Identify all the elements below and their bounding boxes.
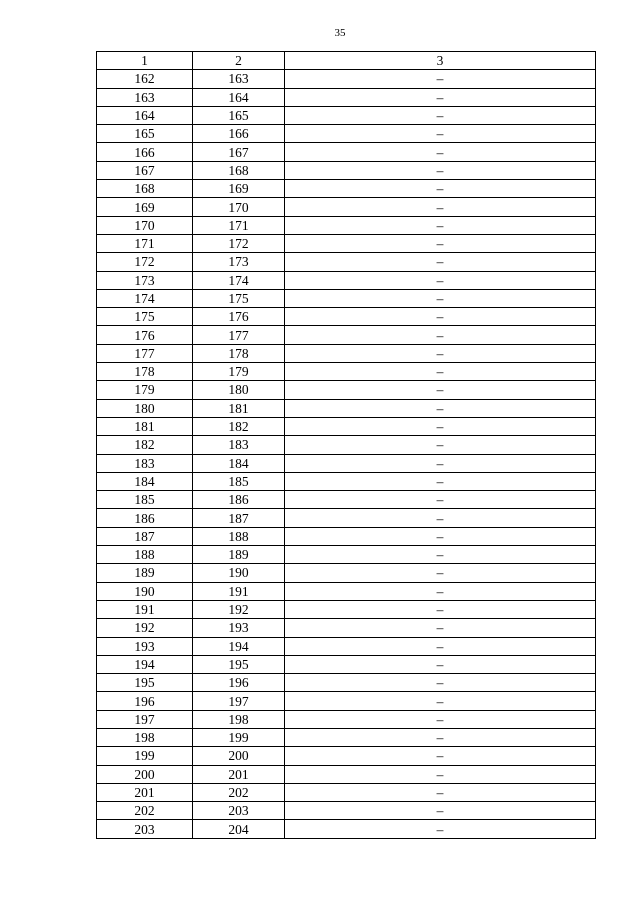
table-cell-col-3: – xyxy=(285,198,596,216)
table-cell-col-1: 198 xyxy=(97,728,193,746)
table-cell-col-2: 184 xyxy=(193,454,285,472)
table-cell-col-3: – xyxy=(285,344,596,362)
table-cell-col-1: 203 xyxy=(97,820,193,838)
table-row xyxy=(97,600,596,618)
table-cell-col-2: 178 xyxy=(193,344,285,362)
table-cell-col-1: 199 xyxy=(97,747,193,765)
table-cell-col-2: 200 xyxy=(193,747,285,765)
table-row xyxy=(97,619,596,637)
table-row xyxy=(97,271,596,289)
table-cell-col-1: 180 xyxy=(97,399,193,417)
table-cell-col-2: 191 xyxy=(193,582,285,600)
table-row xyxy=(97,491,596,509)
table-cell-col-1: 200 xyxy=(97,765,193,783)
table-cell-col-3: – xyxy=(285,472,596,490)
table-cell-col-1: 175 xyxy=(97,308,193,326)
table-row xyxy=(97,747,596,765)
table-row xyxy=(97,308,596,326)
table-row xyxy=(97,344,596,362)
table-row xyxy=(97,728,596,746)
table-body xyxy=(97,70,596,838)
table-cell-col-1: 176 xyxy=(97,326,193,344)
table-cell-col-2: 169 xyxy=(193,180,285,198)
table-cell-col-3: – xyxy=(285,106,596,124)
table-cell-col-3: – xyxy=(285,747,596,765)
table-row xyxy=(97,180,596,198)
table-cell-col-2: 164 xyxy=(193,88,285,106)
table-cell-col-3: – xyxy=(285,253,596,271)
table-cell-col-3: – xyxy=(285,143,596,161)
table-cell-col-2: 187 xyxy=(193,509,285,527)
table-cell-col-1: 189 xyxy=(97,564,193,582)
table-cell-col-1: 192 xyxy=(97,619,193,637)
table-cell-col-1: 185 xyxy=(97,491,193,509)
table-row xyxy=(97,509,596,527)
table-cell-col-3: – xyxy=(285,674,596,692)
table-cell-col-2: 192 xyxy=(193,600,285,618)
table-cell-col-3: – xyxy=(285,436,596,454)
table-cell-col-1: 172 xyxy=(97,253,193,271)
table-cell-col-1: 169 xyxy=(97,198,193,216)
table-row xyxy=(97,363,596,381)
table-cell-col-2: 182 xyxy=(193,417,285,435)
table-cell-col-1: 171 xyxy=(97,234,193,252)
table-cell-col-1: 201 xyxy=(97,783,193,801)
table-cell-col-1: 191 xyxy=(97,600,193,618)
table-cell-col-3: – xyxy=(285,509,596,527)
table-row xyxy=(97,417,596,435)
table-cell-col-1: 170 xyxy=(97,216,193,234)
table-cell-col-3: – xyxy=(285,399,596,417)
table-row xyxy=(97,527,596,545)
table-cell-col-1: 193 xyxy=(97,637,193,655)
table-row xyxy=(97,765,596,783)
table-cell-col-1: 173 xyxy=(97,271,193,289)
table-cell-col-3: – xyxy=(285,710,596,728)
table-cell-col-1: 190 xyxy=(97,582,193,600)
table-cell-col-2: 181 xyxy=(193,399,285,417)
table-cell-col-3: – xyxy=(285,234,596,252)
table-row xyxy=(97,436,596,454)
table-cell-col-3: – xyxy=(285,527,596,545)
table-row xyxy=(97,637,596,655)
table-cell-col-2: 183 xyxy=(193,436,285,454)
table-row xyxy=(97,692,596,710)
table-cell-col-1: 174 xyxy=(97,289,193,307)
table-cell-col-2: 173 xyxy=(193,253,285,271)
table-cell-col-2: 180 xyxy=(193,381,285,399)
table-cell-col-3: – xyxy=(285,820,596,838)
table-cell-col-3: – xyxy=(285,381,596,399)
table-cell-col-2: 163 xyxy=(193,70,285,88)
table-row xyxy=(97,802,596,820)
table-cell-col-1: 168 xyxy=(97,180,193,198)
table-cell-col-1: 183 xyxy=(97,454,193,472)
table-cell-col-2: 179 xyxy=(193,363,285,381)
table-cell-col-1: 181 xyxy=(97,417,193,435)
header-cell-2: 2 xyxy=(193,52,285,70)
table-row xyxy=(97,234,596,252)
table-row xyxy=(97,125,596,143)
table-cell-col-1: 187 xyxy=(97,527,193,545)
table-cell-col-2: 171 xyxy=(193,216,285,234)
table-cell-col-1: 166 xyxy=(97,143,193,161)
table-row xyxy=(97,381,596,399)
table-row xyxy=(97,216,596,234)
table-row xyxy=(97,472,596,490)
table-row xyxy=(97,88,596,106)
table-cell-col-3: – xyxy=(285,637,596,655)
data-table xyxy=(96,51,596,839)
table-cell-col-1: 163 xyxy=(97,88,193,106)
table-row xyxy=(97,655,596,673)
table-cell-col-2: 186 xyxy=(193,491,285,509)
table-header xyxy=(97,52,596,70)
table-row xyxy=(97,70,596,88)
table-cell-col-2: 202 xyxy=(193,783,285,801)
table-cell-col-1: 164 xyxy=(97,106,193,124)
table-row xyxy=(97,582,596,600)
table-cell-col-3: – xyxy=(285,600,596,618)
table-cell-col-2: 170 xyxy=(193,198,285,216)
table-cell-col-3: – xyxy=(285,125,596,143)
table-cell-col-2: 166 xyxy=(193,125,285,143)
table-row xyxy=(97,143,596,161)
table-row xyxy=(97,106,596,124)
table-row xyxy=(97,820,596,838)
table-cell-col-2: 174 xyxy=(193,271,285,289)
header-cell-3: 3 xyxy=(285,52,596,70)
table-row xyxy=(97,399,596,417)
table-cell-col-1: 188 xyxy=(97,546,193,564)
table-row xyxy=(97,674,596,692)
table-cell-col-2: 204 xyxy=(193,820,285,838)
table-row xyxy=(97,161,596,179)
table-cell-col-3: – xyxy=(285,564,596,582)
table-cell-col-3: – xyxy=(285,728,596,746)
table-cell-col-3: – xyxy=(285,161,596,179)
table-row xyxy=(97,289,596,307)
table-cell-col-1: 184 xyxy=(97,472,193,490)
table-cell-col-2: 190 xyxy=(193,564,285,582)
table-row xyxy=(97,253,596,271)
table-cell-col-3: – xyxy=(285,216,596,234)
table-cell-col-1: 177 xyxy=(97,344,193,362)
table-cell-col-3: – xyxy=(285,582,596,600)
table-cell-col-3: – xyxy=(285,88,596,106)
table-cell-col-2: 194 xyxy=(193,637,285,655)
table-cell-col-2: 198 xyxy=(193,710,285,728)
table-cell-col-3: – xyxy=(285,363,596,381)
page-number: 35 xyxy=(334,27,346,39)
table-cell-col-3: – xyxy=(285,765,596,783)
table-row xyxy=(97,326,596,344)
table-cell-col-3: – xyxy=(285,546,596,564)
table-cell-col-1: 167 xyxy=(97,161,193,179)
table-cell-col-3: – xyxy=(285,70,596,88)
table-cell-col-3: – xyxy=(285,308,596,326)
table-cell-col-1: 162 xyxy=(97,70,193,88)
table-cell-col-3: – xyxy=(285,417,596,435)
table-cell-col-2: 201 xyxy=(193,765,285,783)
table-cell-col-1: 186 xyxy=(97,509,193,527)
table-cell-col-2: 199 xyxy=(193,728,285,746)
table-cell-col-2: 188 xyxy=(193,527,285,545)
table-cell-col-2: 193 xyxy=(193,619,285,637)
table-cell-col-1: 194 xyxy=(97,655,193,673)
table-row xyxy=(97,564,596,582)
table-cell-col-2: 185 xyxy=(193,472,285,490)
table-cell-col-3: – xyxy=(285,289,596,307)
table-cell-col-1: 195 xyxy=(97,674,193,692)
header-cell-1: 1 xyxy=(97,52,193,70)
table-cell-col-2: 167 xyxy=(193,143,285,161)
table-row xyxy=(97,198,596,216)
table-cell-col-3: – xyxy=(285,454,596,472)
table-cell-col-3: – xyxy=(285,491,596,509)
table-row xyxy=(97,783,596,801)
table-cell-col-3: – xyxy=(285,783,596,801)
table-cell-col-3: – xyxy=(285,692,596,710)
table-cell-col-1: 182 xyxy=(97,436,193,454)
table-row xyxy=(97,546,596,564)
table-cell-col-2: 168 xyxy=(193,161,285,179)
table-cell-col-1: 179 xyxy=(97,381,193,399)
table-row xyxy=(97,454,596,472)
table-cell-col-1: 178 xyxy=(97,363,193,381)
table-cell-col-2: 172 xyxy=(193,234,285,252)
table-cell-col-2: 189 xyxy=(193,546,285,564)
table-cell-col-3: – xyxy=(285,271,596,289)
table-cell-col-2: 165 xyxy=(193,106,285,124)
table-cell-col-3: – xyxy=(285,619,596,637)
table-row xyxy=(97,710,596,728)
table-cell-col-1: 202 xyxy=(97,802,193,820)
table-cell-col-2: 197 xyxy=(193,692,285,710)
table-cell-col-1: 165 xyxy=(97,125,193,143)
table-cell-col-2: 203 xyxy=(193,802,285,820)
header-row xyxy=(97,52,596,70)
table-cell-col-1: 197 xyxy=(97,710,193,728)
table-cell-col-3: – xyxy=(285,326,596,344)
table-cell-col-2: 196 xyxy=(193,674,285,692)
table-cell-col-3: – xyxy=(285,180,596,198)
table-cell-col-2: 177 xyxy=(193,326,285,344)
table-cell-col-2: 195 xyxy=(193,655,285,673)
table-cell-col-1: 196 xyxy=(97,692,193,710)
table-cell-col-2: 176 xyxy=(193,308,285,326)
table-cell-col-2: 175 xyxy=(193,289,285,307)
table-cell-col-3: – xyxy=(285,655,596,673)
table-cell-col-3: – xyxy=(285,802,596,820)
